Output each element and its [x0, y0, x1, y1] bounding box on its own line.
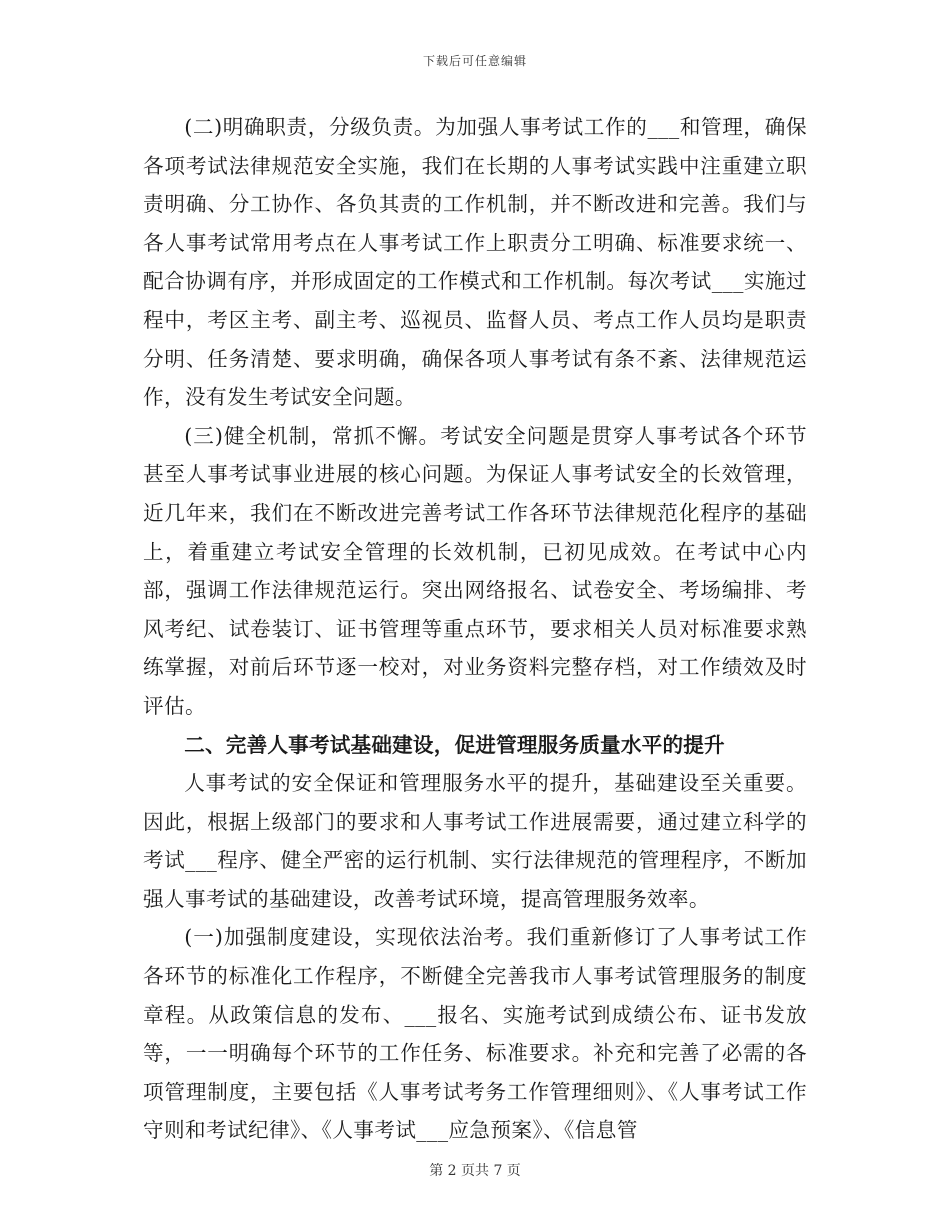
document-body [143, 108, 807, 1150]
section-heading: 二、完善人事考试基础建设，促进管理服务质量水平的提升 [184, 732, 725, 757]
paragraph-infrastructure: 人事考试的安全保证和管理服务水平的提升，基础建设至关重要。因此，根据上级部门的要求和人事考试工作进展需要，通过建立科学的考试___程序、健全严密的运行机制、实行法律规范的管理程序，不断加强人事考试的基础建设，改善考试环境，提高管理服务效率。 [143, 771, 807, 911]
paragraph-system-building: (一)加强制度建设，实现依法治考。我们重新修订了人事考试工作各环节的标准化工作程序，不断健全完善我市人事考试管理服务的制度章程。从政策信息的发布、___报名、实施考试到成绩公布、证书发放等，一一明确每个环节的工作任务、标准要求。补充和完善了必需的各项管理制度，主要包括《人事考试考务工作管理细则》、《人事考试工作守则和考试纪律》、《人事考试___应急预案》、《信息管 [143, 925, 807, 1143]
page-header: 下载后可任意编辑 [422, 54, 527, 68]
paragraph-mechanism: (三)健全机制，常抓不懈。考试安全问题是贯穿人事考试各个环节甚至人事考试事业进展的核心问题。为保证人事考试安全的长效管理，近几年来，我们在不断改进完善考试工作各环节法律规范化程序的基础上，着重建立考试安全管理的长效机制，已初见成效。在考试中心内部，强调工作法律规范运行。突出网络报名、试卷安全、考场编排、考风考纪、试卷装订、证书管理等重点环节，要求相关人员对标准要求熟练掌握，对前后环节逐一校对，对业务资料完整存档，对工作绩效及时评估。 [143, 423, 807, 718]
page-footer: 第 2 页共 7 页 [429, 1163, 521, 1179]
paragraph-responsibilities: (二)明确职责，分级负责。为加强人事考试工作的___和管理，确保各项考试法律规范安全实施，我们在长期的人事考试实践中注重建立职责明确、分工协作、各负其责的工作机制，并不断改进和完善。我们与各人事考试常用考点在人事考试工作上职责分工明确、标准要求统一、配合协调有序，并形成固定的工作模式和工作机制。每次考试___实施过程中，考区主考、副主考、巡视员、监督人员、考点工作人员均是职责分明、任务清楚、要求明确，确保各项人事考试有条不紊、法律规范运作，没有发生考试安全问题。 [143, 115, 807, 410]
